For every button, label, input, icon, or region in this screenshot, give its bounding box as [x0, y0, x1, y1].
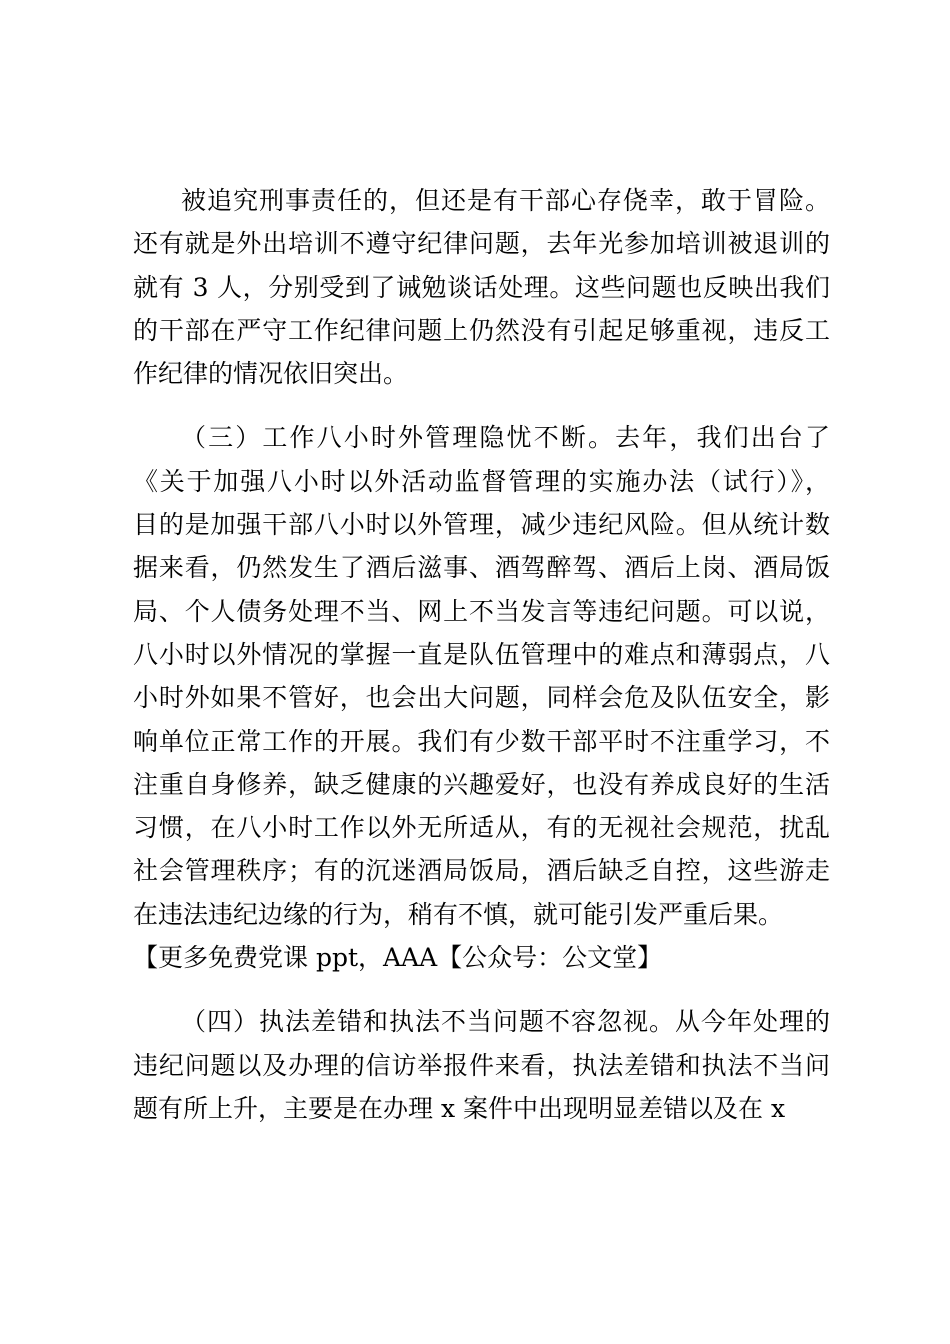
- text-line: 题有所上升，主要是在办理 x 案件中出现明显差错以及在 x: [133, 1093, 786, 1123]
- text-line: （三）工作八小时外管理隐忧不断。去年，我们出台了: [181, 423, 830, 453]
- paragraph: [133, 416, 830, 979]
- text-line: 就有 3 人，分别受到了诫勉谈话处理。这些问题也反映出我们: [133, 272, 830, 302]
- text-line: 还有就是外出培训不遵守纪律问题，去年光参加培训被退训的: [133, 229, 830, 259]
- text-line: 小时外如果不管好，也会出大问题，同样会危及队伍安全，影: [133, 683, 830, 713]
- text-line: 作纪律的情况依旧突出。: [133, 359, 409, 389]
- text-line: 局、个人债务处理不当、网上不当发言等违纪问题。可以说，: [133, 596, 830, 626]
- text-line: 八小时以外情况的掌握一直是队伍管理中的难点和薄弱点，八: [133, 639, 830, 669]
- text-line: 社会管理秩序；有的沉迷酒局饭局，酒后缺乏自控，这些游走: [133, 856, 830, 886]
- text-line: 注重自身修养，缺乏健康的兴趣爱好，也没有养成良好的生活: [133, 769, 830, 799]
- text-line: 【更多免费党课 ppt，AAA【公众号：公文堂】: [133, 943, 663, 973]
- text-line: 目的是加强干部八小时以外管理，减少违纪风险。但从统计数: [133, 510, 830, 540]
- text-line: 据来看，仍然发生了酒后滋事、酒驾醉驾、酒后上岗、酒局饭: [133, 553, 830, 583]
- document-page: [133, 179, 830, 1151]
- text-line: 被追究刑事责任的，但还是有干部心存侥幸，敢于冒险。: [181, 186, 830, 215]
- text-line: 的干部在严守工作纪律问题上仍然没有引起足够重视，违反工: [133, 315, 830, 345]
- text-line: 《关于加强八小时以外活动监督管理的实施办法（试行）》，: [133, 466, 830, 496]
- text-line: 响单位正常工作的开展。我们有少数干部平时不注重学习，不: [133, 726, 830, 756]
- text-line: 违纪问题以及办理的信访举报件来看，执法差错和执法不当问: [133, 1050, 830, 1080]
- text-line: （四）执法差错和执法不当问题不容忽视。从今年处理的: [181, 1007, 830, 1037]
- text-line: 在违法违纪边缘的行为，稍有不慎，就可能引发严重后果。: [133, 899, 784, 929]
- paragraph: [133, 179, 830, 395]
- text-line: 习惯，在八小时工作以外无所适从，有的无视社会规范，扰乱: [133, 813, 830, 843]
- paragraph: [133, 1000, 830, 1130]
